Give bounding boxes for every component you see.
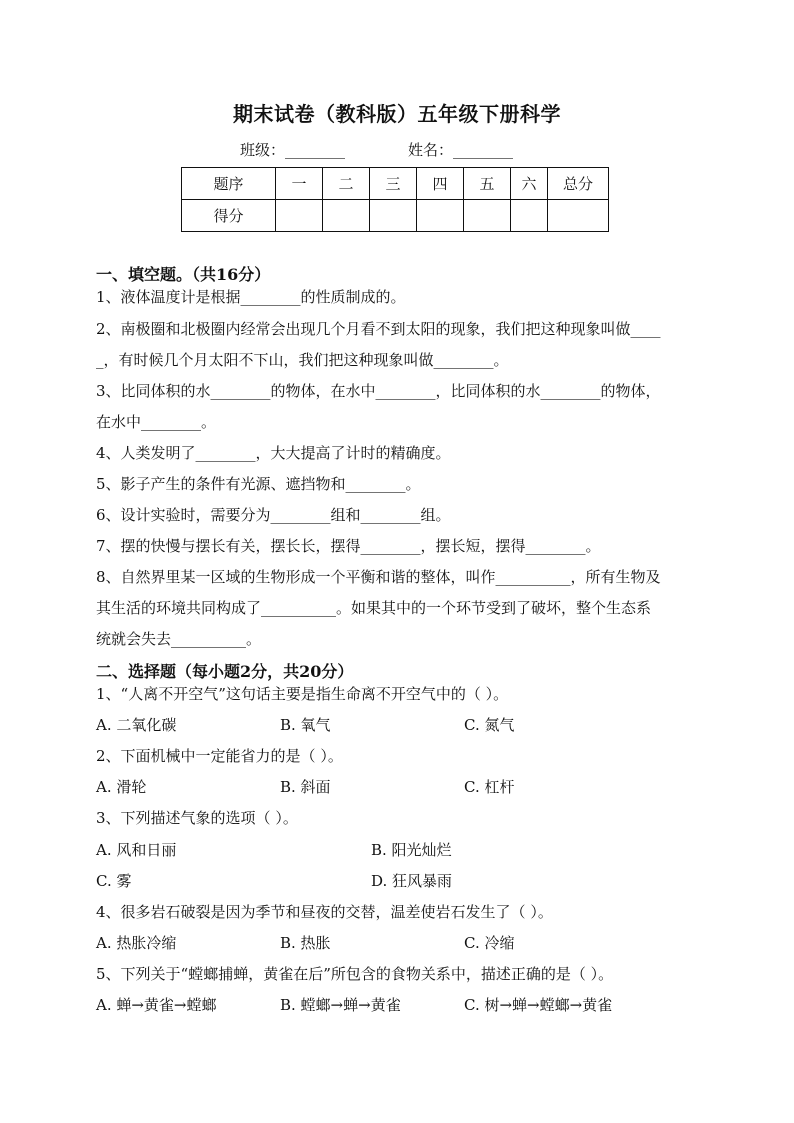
score-header-cell: 六 xyxy=(511,168,548,200)
choice-option[interactable]: C. 杠杆 xyxy=(464,778,515,796)
fill-question-line: 7、摆的快慢与摆长有关，摆长长，摆得________，摆长短，摆得________。 xyxy=(96,537,601,555)
score-header-cell: 三 xyxy=(370,168,417,200)
fill-question-line: 2、南极圈和北极圈内经常会出现几个月看不到太阳的现象，我们把这种现象叫做____ xyxy=(96,320,661,338)
choice-option[interactable]: A. 风和日丽 xyxy=(96,841,177,859)
choice-option[interactable]: C. 冷缩 xyxy=(464,934,515,952)
section2-heading: 二、选择题（每小题2分，共20分） xyxy=(96,662,354,681)
fill-question-line: 4、人类发明了________，大大提高了计时的精确度。 xyxy=(96,444,451,462)
choice-option[interactable]: B. 螳螂→蝉→黄雀 xyxy=(280,996,401,1014)
choice-option[interactable]: A. 蝉→黄雀→螳螂 xyxy=(96,996,217,1014)
score-table-header-row xyxy=(182,168,609,200)
score-header-cell: 五 xyxy=(464,168,511,200)
score-table xyxy=(181,167,609,232)
score-row-label: 得分 xyxy=(182,200,276,232)
fill-question-line: 其生活的环境共同构成了__________。如果其中的一个环节受到了破坏，整个生态系 xyxy=(96,599,652,617)
fill-question-line: _，有时候几个月太阳不下山，我们把这种现象叫做________。 xyxy=(96,351,509,369)
choice-option[interactable]: D. 狂风暴雨 xyxy=(371,872,453,890)
choice-question: 4、很多岩石破裂是因为季节和昼夜的交替，温差使岩石发生了（ ）。 xyxy=(96,903,553,921)
choice-option[interactable]: B. 阳光灿烂 xyxy=(371,841,452,859)
score-table-score-row xyxy=(182,200,609,232)
name-field[interactable]: 姓名：________ xyxy=(408,141,514,159)
score-header-cell: 题序 xyxy=(182,168,276,200)
score-cell[interactable] xyxy=(370,200,417,232)
choice-question: 1、“人离不开空气”这句话主要是指生命离不开空气中的（ ）。 xyxy=(96,685,509,703)
score-cell[interactable] xyxy=(417,200,464,232)
fill-question-line: 1、液体温度计是根据________的性质制成的。 xyxy=(96,288,406,306)
choice-option[interactable]: A. 滑轮 xyxy=(96,778,147,796)
fill-question-line: 8、自然界里某一区域的生物形成一个平衡和谐的整体，叫作__________，所有生物及 xyxy=(96,568,661,586)
score-cell[interactable] xyxy=(511,200,548,232)
score-cell[interactable] xyxy=(548,200,609,232)
score-header-cell: 一 xyxy=(276,168,323,200)
choice-option[interactable]: A. 热胀冷缩 xyxy=(96,934,177,952)
page-title: 期末试卷（教科版）五年级下册科学 xyxy=(233,102,561,126)
score-cell[interactable] xyxy=(323,200,370,232)
fill-question-line: 统就会失去__________。 xyxy=(96,630,262,648)
fill-question-line: 3、比同体积的水________的物体，在水中________，比同体积的水________的物体， xyxy=(96,382,661,400)
score-header-cell: 四 xyxy=(417,168,464,200)
fill-question-line: 在水中________。 xyxy=(96,413,217,431)
choice-option[interactable]: B. 热胀 xyxy=(280,934,331,952)
choice-option[interactable]: C. 雾 xyxy=(96,872,132,890)
choice-option[interactable]: A. 二氧化碳 xyxy=(96,716,177,734)
choice-option[interactable]: B. 斜面 xyxy=(280,778,331,796)
class-field[interactable]: 班级：________ xyxy=(240,141,346,159)
score-header-cell: 总分 xyxy=(548,168,609,200)
choice-option[interactable]: C. 氮气 xyxy=(464,716,515,734)
choice-question: 5、下列关于“螳螂捕蝉，黄雀在后”所包含的食物关系中，描述正确的是（ ）。 xyxy=(96,965,614,983)
choice-option[interactable]: C. 树→蝉→螳螂→黄雀 xyxy=(464,996,613,1014)
fill-question-line: 5、影子产生的条件有光源、遮挡物和________。 xyxy=(96,475,421,493)
choice-option[interactable]: B. 氧气 xyxy=(280,716,331,734)
choice-question: 2、下面机械中一定能省力的是（ ）。 xyxy=(96,747,343,765)
section1-heading: 一、填空题。（共16分） xyxy=(96,265,271,284)
score-cell[interactable] xyxy=(276,200,323,232)
score-cell[interactable] xyxy=(464,200,511,232)
choice-question: 3、下列描述气象的选项（ ）。 xyxy=(96,809,298,827)
fill-question-line: 6、设计实验时，需要分为________组和________组。 xyxy=(96,506,451,524)
score-header-cell: 二 xyxy=(323,168,370,200)
